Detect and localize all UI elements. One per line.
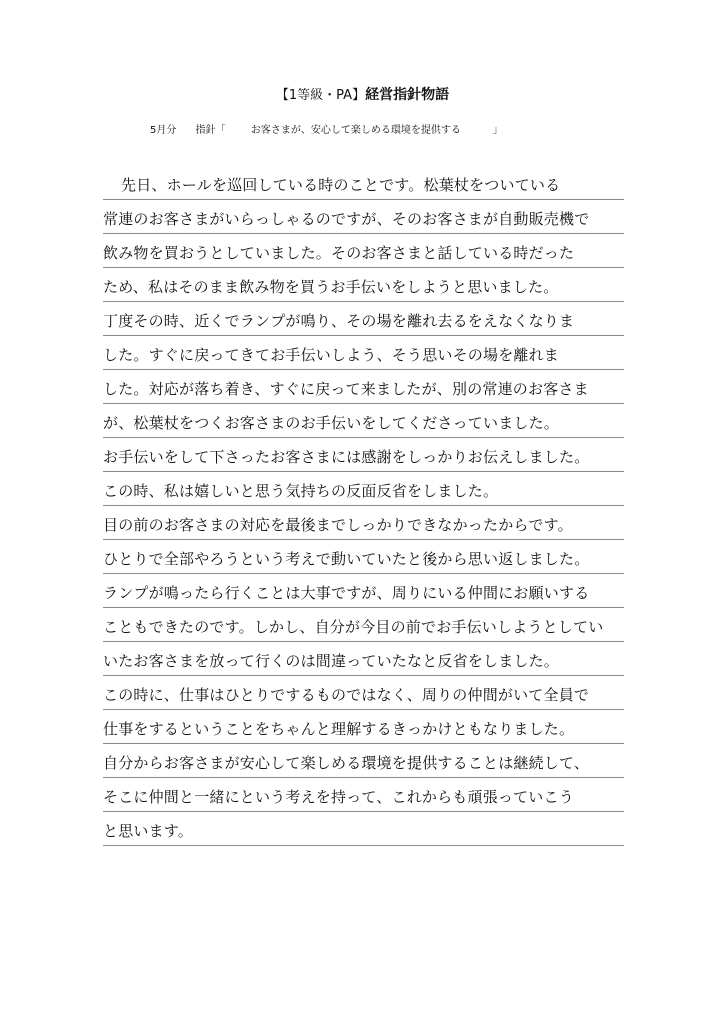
body-line-text: ランプが鳴ったら行くことは大事ですが、周りにいる仲間にお願いする bbox=[103, 584, 590, 602]
body-line-text: こともできたのです。しかし、自分が今目の前でお手伝いしようとしてい bbox=[103, 618, 604, 636]
body-line-text: した。すぐに戻ってきてお手伝いしよう、そう思いその場を離れま bbox=[103, 346, 560, 364]
ruled-line bbox=[103, 268, 624, 302]
body-line-text: お手伝いをして下さったお客さまには感謝をしっかりお伝えしました。 bbox=[103, 448, 590, 466]
ruled-line bbox=[103, 812, 624, 846]
ruled-line bbox=[103, 608, 624, 642]
page-title bbox=[0, 86, 725, 105]
title-grade-prefix: 【1等級・PA】 bbox=[275, 88, 366, 103]
ruled-line bbox=[103, 370, 624, 404]
month-label: 5月分 bbox=[150, 125, 177, 136]
body-line-text: が、松葉杖をつくお客さまのお手伝いをしてくださっていました。 bbox=[103, 414, 560, 432]
body-line-text: 丁度その時、近くでランプが鳴り、その場を離れ去るをえなくなりま bbox=[103, 312, 575, 330]
body-line-text: 仕事をするということをちゃんと理解するきっかけともなりました。 bbox=[103, 720, 575, 738]
body-line-text: そこに仲間と一緒にという考えを持って、これからも頑張っていこう bbox=[103, 788, 574, 806]
title-main: 経営指針物語 bbox=[365, 87, 450, 103]
body-line-text: 先日、ホールを巡回している時のことです。松葉杖をついている bbox=[121, 176, 561, 194]
ruled-line bbox=[103, 778, 624, 812]
ruled-line bbox=[103, 472, 624, 506]
body-line-text: この時、私は嬉しいと思う気持ちの反面反省をしました。 bbox=[103, 482, 499, 500]
body-line-text: 飲み物を買おうとしていました。そのお客さまと話している時だった bbox=[103, 244, 575, 262]
ruled-text-body bbox=[103, 166, 624, 846]
ruled-line bbox=[103, 744, 624, 778]
body-line-text: と思います。 bbox=[103, 822, 194, 840]
body-line-text: 常連のお客さまがいらっしゃるのですが、そのお客さまが自動販売機で bbox=[103, 210, 590, 228]
ruled-line bbox=[103, 540, 624, 574]
ruled-line bbox=[103, 438, 624, 472]
policy-label: 指針「 bbox=[195, 125, 226, 136]
body-line-text: いたお客さまを放って行くのは間違っていたなと反省をしました。 bbox=[103, 652, 560, 670]
ruled-line bbox=[103, 234, 624, 268]
body-line-text: ため、私はそのまま飲み物を買うお手伝いをしようと思いました。 bbox=[103, 278, 559, 296]
ruled-line bbox=[103, 710, 624, 744]
ruled-line bbox=[103, 200, 624, 234]
policy-line bbox=[150, 124, 503, 138]
ruled-line bbox=[103, 302, 624, 336]
body-line-text: 自分からお客さまが安心して楽しめる環境を提供することは継続して、 bbox=[103, 754, 590, 772]
ruled-line bbox=[103, 166, 624, 200]
ruled-line bbox=[103, 404, 624, 438]
ruled-line bbox=[103, 642, 624, 676]
body-line-text: ひとりで全部やろうという考えで動いていたと後から思い返しました。 bbox=[103, 550, 590, 568]
ruled-line bbox=[103, 574, 624, 608]
policy-text: お客さまが、安心して楽しめる環境を提供する bbox=[250, 125, 461, 136]
body-line-text: この時に、仕事はひとりでするものではなく、周りの仲間がいて全員で bbox=[103, 686, 590, 704]
ruled-line bbox=[103, 676, 624, 710]
body-line-text: した。対応が落ち着き、すぐに戻って来ましたが、別の常連のお客さま bbox=[103, 380, 589, 398]
body-line-text: 目の前のお客さまの対応を最後までしっかりできなかったからです。 bbox=[103, 516, 573, 534]
ruled-line bbox=[103, 506, 624, 540]
ruled-line bbox=[103, 336, 624, 370]
policy-close: 」 bbox=[492, 125, 503, 136]
